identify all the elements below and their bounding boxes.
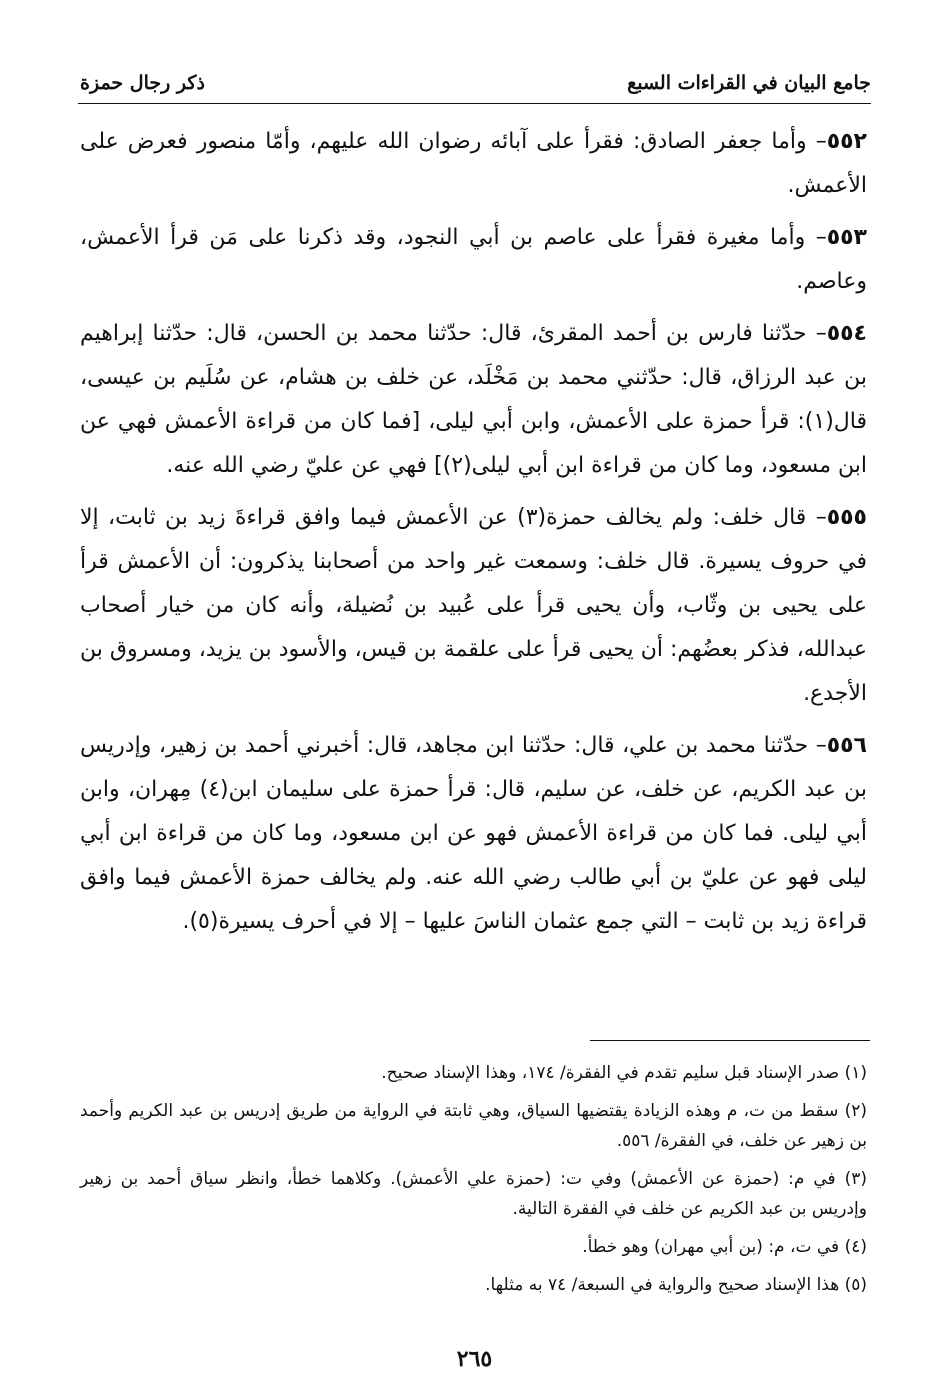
paragraph-554 <box>80 312 867 488</box>
paragraph-text: – وأما جعفر الصادق: فقرأ على آبائه رضوان الله عليهم، وأمّا منصور فعرض على الأعمش. <box>80 129 867 198</box>
paragraph-text: – حدّثنا محمد بن علي، قال: حدّثنا ابن مجاهد، قال: أخبرني أحمد بن زهير، وإدريس بن عبد الكريم، عن خلف، عن سليم، قال: قرأ حمزة على سليمان ابن(٤) مِهران، وابن أبي ليلى. فما كان من قراءة الأعمش فهو عن ابن مسعود، وما كان من قراءة ابن أبي ليلى فهو عن عليّ بن أبي طالب رضي الله عنه. ولم يخالف حمزة الأعمش فيما وافق قراءة زيد بن ثابت – التي جمع عثمان الناسَ عليها – إلا في أحرف يسيرة(٥). <box>80 733 867 934</box>
page-number: ٢٦٥ <box>456 1346 493 1372</box>
paragraph-552 <box>80 120 867 208</box>
footnote-divider <box>590 1040 870 1041</box>
paragraph-number: ٥٥٥ <box>826 505 867 530</box>
paragraph-number: ٥٥٤ <box>826 321 867 346</box>
paragraph-553 <box>80 216 867 304</box>
paragraph-text: – قال خلف: ولم يخالف حمزة(٣) عن الأعمش فيما وافق قراءةَ زيد بن ثابت، إلا في حروف يسيرة. قال خلف: وسمعت غير واحد من أصحابنا يذكرون: أن الأعمش قرأ على يحيى بن وثّاب، وأن يحيى قرأ على عُبيد بن نُضيلة، وأنه كان من خيار أصحاب عبدالله، فذكر بعضُهم: أن يحيى قرأ على علقمة بن قيس، والأسود بن يزيد، ومسروق بن الأجدع. <box>80 505 867 706</box>
paragraph-number: ٥٥٦ <box>826 733 867 758</box>
main-text <box>80 120 867 952</box>
paragraph-text: – حدّثنا فارس بن أحمد المقرئ، قال: حدّثنا محمد بن الحسن، قال: حدّثنا إبراهيم بن عبد الرزاق، قال: حدّثني محمد بن مَخْلَد، عن خلف بن هشام، عن سُلَيم بن عيسى، قال(١): قرأ حمزة على الأعمش، وابن أبي ليلى، [فما كان من قراءة الأعمش فهي عن ابن مسعود، وما كان من قراءة ابن أبي ليلى(٢)] فهي عن عليّ رضي الله عنه. <box>80 321 867 478</box>
paragraph-556 <box>80 724 867 944</box>
running-header <box>80 66 871 100</box>
footnote-4: (٤) في ت، م: (بن أبي مهران) وهو خطأ. <box>582 1237 867 1257</box>
book-title: جامع البيان في القراءات السبع <box>627 72 871 94</box>
section-title: ذكر رجال حمزة <box>80 72 205 94</box>
footnote-5: (٥) هذا الإسناد صحيح والرواية في السبعة/ ٧٤ به مثلها. <box>485 1275 867 1295</box>
paragraph-555 <box>80 496 867 716</box>
paragraph-number: ٥٥٣ <box>826 225 867 250</box>
footnotes <box>80 1058 867 1308</box>
footnote-2: (٢) سقط من ت، م وهذه الزيادة يقتضيها السياق، وهي ثابتة في الرواية من طريق إدريس بن عبد الكريم وأحمد بن زهير عن خلف، في الفقرة/ ٥٥٦. <box>80 1101 867 1151</box>
footnote-3: (٣) في م: (حمزة عن الأعمش) وفي ت: (حمزة علي الأعمش). وكلاهما خطأ، وانظر سياق أحمد بن زهير وإدريس بن عبد الكريم عن خلف في الفقرة التالية. <box>80 1169 867 1219</box>
footnote-1: (١) صدر الإسناد قبل سليم تقدم في الفقرة/ ١٧٤، وهذا الإسناد صحيح. <box>381 1063 867 1083</box>
paragraph-number: ٥٥٢ <box>826 129 867 154</box>
paragraph-text: – وأما مغيرة فقرأ على عاصم بن أبي النجود، وقد ذكرنا على مَن قرأ الأعمش، وعاصم. <box>80 225 867 294</box>
header-divider <box>78 103 871 104</box>
